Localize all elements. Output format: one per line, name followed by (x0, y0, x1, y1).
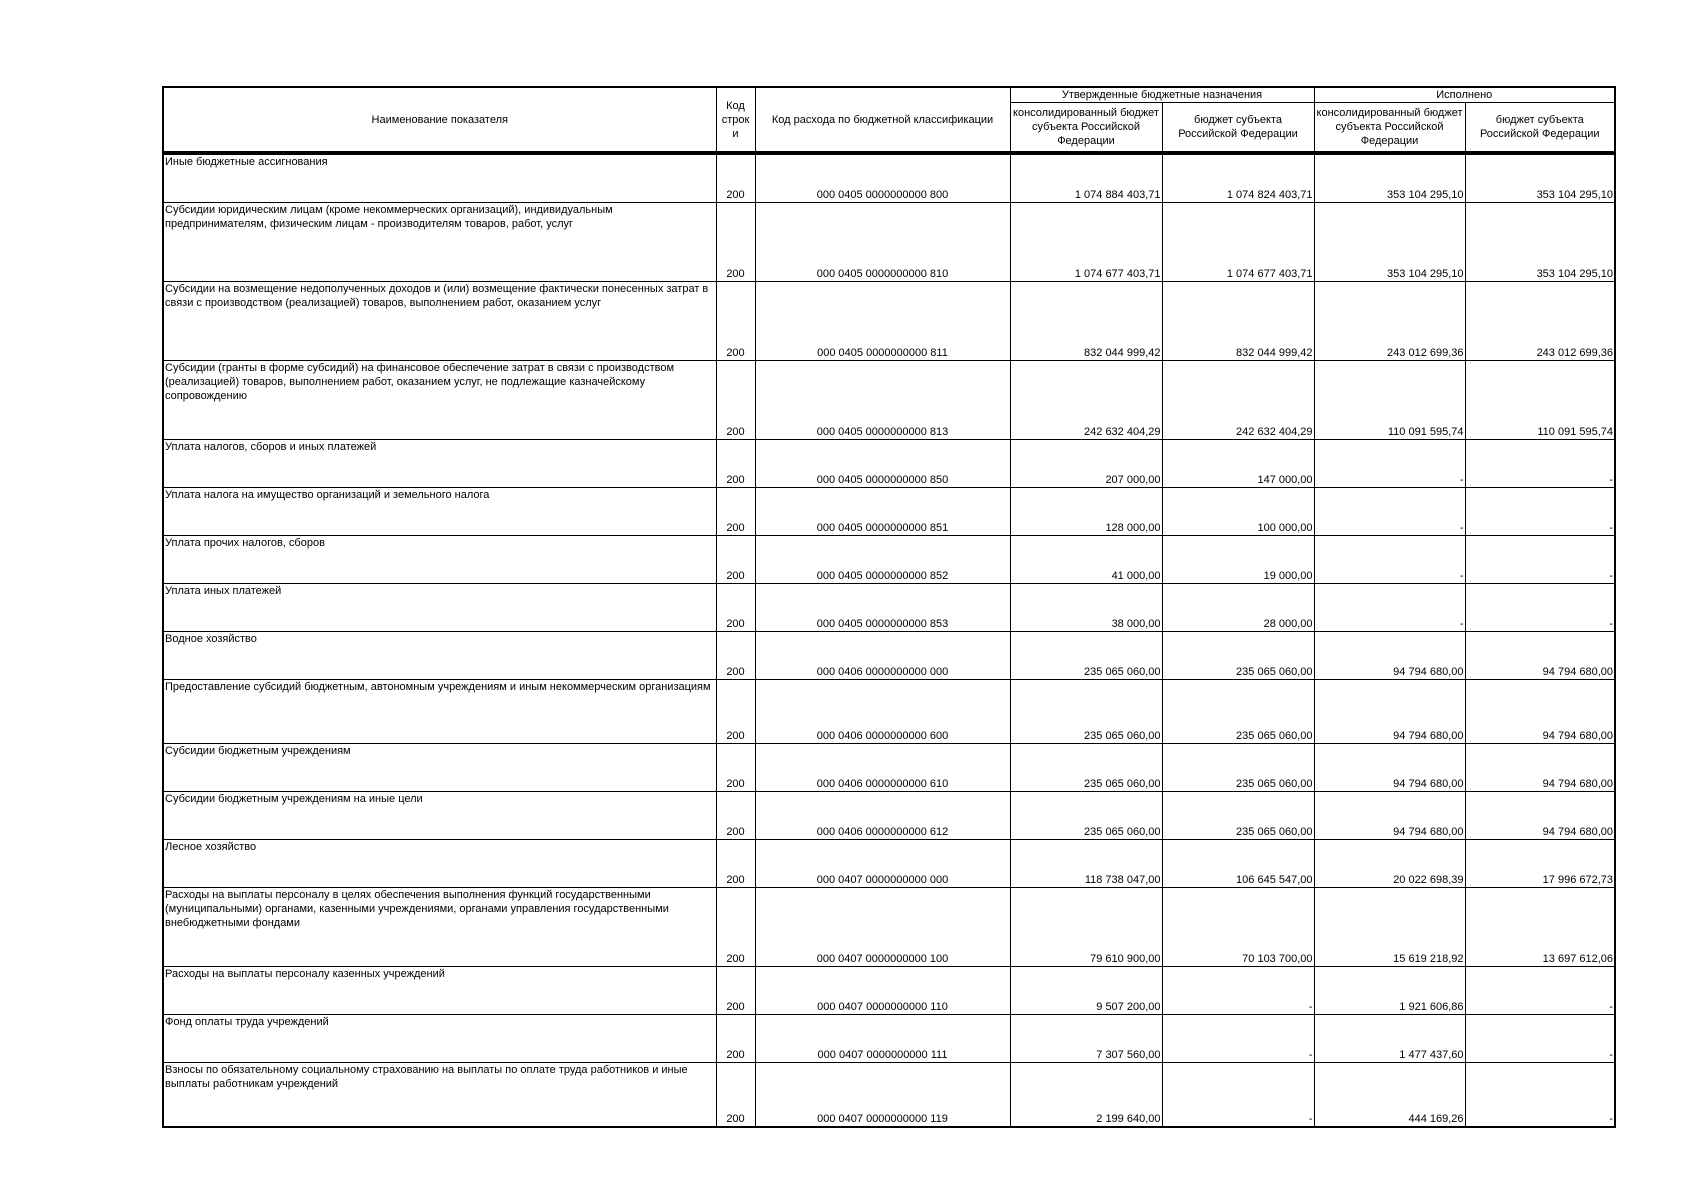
table-row (163, 1015, 1615, 1063)
table-row (163, 440, 1615, 488)
header-executed-subject: бюджет субъекта Российской Федерации (1465, 103, 1615, 153)
executed-consolidated-cell: - (1314, 584, 1465, 632)
name-cell: Фонд оплаты труда учреждений (163, 1015, 716, 1063)
table-row (163, 744, 1615, 792)
approved-subject-cell: 235 065 060,00 (1162, 632, 1314, 680)
table-row (163, 203, 1615, 282)
classification-code-cell: 000 0405 0000000000 800 (755, 155, 1010, 203)
approved-consolidated-cell: 235 065 060,00 (1010, 680, 1162, 744)
header-row-top (163, 87, 1615, 103)
executed-consolidated-cell: 243 012 699,36 (1314, 282, 1465, 361)
executed-subject-cell: 110 091 595,74 (1465, 361, 1615, 440)
row-code-cell: 200 (716, 440, 755, 488)
executed-consolidated-cell: 20 022 698,39 (1314, 840, 1465, 888)
classification-code-cell: 000 0406 0000000000 610 (755, 744, 1010, 792)
table-row (163, 792, 1615, 840)
executed-consolidated-cell: - (1314, 440, 1465, 488)
approved-subject-cell: 235 065 060,00 (1162, 792, 1314, 840)
executed-subject-cell: 94 794 680,00 (1465, 632, 1615, 680)
table-row (163, 632, 1615, 680)
executed-consolidated-cell: 444 169,26 (1314, 1063, 1465, 1127)
row-code-cell: 200 (716, 632, 755, 680)
classification-code-cell: 000 0407 0000000000 000 (755, 840, 1010, 888)
approved-subject-cell: 832 044 999,42 (1162, 282, 1314, 361)
header-code: Код строк и (716, 87, 755, 153)
table-row (163, 361, 1615, 440)
executed-consolidated-cell: - (1314, 488, 1465, 536)
table-row (163, 282, 1615, 361)
approved-subject-cell: 70 103 700,00 (1162, 888, 1314, 967)
executed-subject-cell: - (1465, 584, 1615, 632)
executed-consolidated-cell: 353 104 295,10 (1314, 155, 1465, 203)
approved-subject-cell: - (1162, 1063, 1314, 1127)
row-code-cell: 200 (716, 888, 755, 967)
table-row (163, 967, 1615, 1015)
name-cell: Лесное хозяйство (163, 840, 716, 888)
header-executed-group: Исполнено (1314, 87, 1615, 103)
executed-consolidated-cell: - (1314, 536, 1465, 584)
executed-consolidated-cell: 1 477 437,60 (1314, 1015, 1465, 1063)
classification-code-cell: 000 0407 0000000000 100 (755, 888, 1010, 967)
approved-subject-cell: 235 065 060,00 (1162, 744, 1314, 792)
classification-code-cell: 000 0407 0000000000 110 (755, 967, 1010, 1015)
approved-consolidated-cell: 41 000,00 (1010, 536, 1162, 584)
name-cell: Водное хозяйство (163, 632, 716, 680)
classification-code-cell: 000 0406 0000000000 612 (755, 792, 1010, 840)
executed-subject-cell: - (1465, 1015, 1615, 1063)
name-cell: Уплата прочих налогов, сборов (163, 536, 716, 584)
classification-code-cell: 000 0405 0000000000 851 (755, 488, 1010, 536)
approved-subject-cell: 28 000,00 (1162, 584, 1314, 632)
row-code-cell: 200 (716, 744, 755, 792)
executed-consolidated-cell: 94 794 680,00 (1314, 792, 1465, 840)
header-name: Наименование показателя (163, 87, 716, 153)
table-body (163, 153, 1615, 1127)
classification-code-cell: 000 0405 0000000000 811 (755, 282, 1010, 361)
budget-execution-table (162, 86, 1616, 1128)
table-row (163, 536, 1615, 584)
table-row (163, 888, 1615, 967)
executed-subject-cell: 94 794 680,00 (1465, 744, 1615, 792)
name-cell: Субсидии бюджетным учреждениям на иные цели (163, 792, 716, 840)
row-code-cell: 200 (716, 1063, 755, 1127)
approved-subject-cell: 1 074 824 403,71 (1162, 155, 1314, 203)
executed-subject-cell: 17 996 672,73 (1465, 840, 1615, 888)
name-cell: Субсидии бюджетным учреждениям (163, 744, 716, 792)
approved-consolidated-cell: 7 307 560,00 (1010, 1015, 1162, 1063)
executed-subject-cell: 13 697 612,06 (1465, 888, 1615, 967)
row-code-cell: 200 (716, 680, 755, 744)
table-row (163, 840, 1615, 888)
approved-consolidated-cell: 242 632 404,29 (1010, 361, 1162, 440)
header-approved-group: Утвержденные бюджетные назначения (1010, 87, 1314, 103)
name-cell: Субсидии (гранты в форме субсидий) на финансовое обеспечение затрат в связи с производством (реализацией) товаров, выполнением работ, оказанием услуг, не подлежащие казначейскому сопровождению (163, 361, 716, 440)
name-cell: Взносы по обязательному социальному страхованию на выплаты по оплате труда работников и иные выплаты работникам учреждений (163, 1063, 716, 1127)
table-row (163, 155, 1615, 203)
approved-subject-cell: 19 000,00 (1162, 536, 1314, 584)
executed-subject-cell: 353 104 295,10 (1465, 203, 1615, 282)
approved-subject-cell: - (1162, 1015, 1314, 1063)
row-code-cell: 200 (716, 282, 755, 361)
approved-subject-cell: 235 065 060,00 (1162, 680, 1314, 744)
name-cell: Уплата налогов, сборов и иных платежей (163, 440, 716, 488)
approved-consolidated-cell: 207 000,00 (1010, 440, 1162, 488)
approved-consolidated-cell: 832 044 999,42 (1010, 282, 1162, 361)
approved-consolidated-cell: 2 199 640,00 (1010, 1063, 1162, 1127)
executed-subject-cell: - (1465, 488, 1615, 536)
name-cell: Предоставление субсидий бюджетным, автономным учреждениям и иным некоммерческим организациям (163, 680, 716, 744)
name-cell: Субсидии юридическим лицам (кроме некоммерческих организаций), индивидуальным предпринимателям, физическим лицам - производителям товаров, работ, услуг (163, 203, 716, 282)
classification-code-cell: 000 0405 0000000000 852 (755, 536, 1010, 584)
table-row (163, 1063, 1615, 1127)
classification-code-cell: 000 0407 0000000000 111 (755, 1015, 1010, 1063)
executed-subject-cell: 94 794 680,00 (1465, 680, 1615, 744)
executed-subject-cell: 353 104 295,10 (1465, 155, 1615, 203)
row-code-cell: 200 (716, 840, 755, 888)
classification-code-cell: 000 0405 0000000000 853 (755, 584, 1010, 632)
executed-consolidated-cell: 94 794 680,00 (1314, 680, 1465, 744)
header-executed-consolidated: консолидированный бюджет субъекта Российской Федерации (1314, 103, 1465, 153)
row-code-cell: 200 (716, 488, 755, 536)
executed-consolidated-cell: 94 794 680,00 (1314, 744, 1465, 792)
classification-code-cell: 000 0407 0000000000 119 (755, 1063, 1010, 1127)
row-code-cell: 200 (716, 155, 755, 203)
row-code-cell: 200 (716, 536, 755, 584)
approved-subject-cell: 242 632 404,29 (1162, 361, 1314, 440)
name-cell: Уплата налога на имущество организаций и земельного налога (163, 488, 716, 536)
approved-subject-cell: 1 074 677 403,71 (1162, 203, 1314, 282)
table-row (163, 488, 1615, 536)
classification-code-cell: 000 0405 0000000000 850 (755, 440, 1010, 488)
executed-consolidated-cell: 1 921 606,86 (1314, 967, 1465, 1015)
approved-subject-cell: 106 645 547,00 (1162, 840, 1314, 888)
approved-consolidated-cell: 9 507 200,00 (1010, 967, 1162, 1015)
name-cell: Субсидии на возмещение недополученных доходов и (или) возмещение фактически понесенных затрат в связи с производством (реализацией) товаров, выполнением работ, оказанием услуг (163, 282, 716, 361)
approved-subject-cell: - (1162, 967, 1314, 1015)
approved-subject-cell: 147 000,00 (1162, 440, 1314, 488)
row-code-cell: 200 (716, 584, 755, 632)
classification-code-cell: 000 0406 0000000000 600 (755, 680, 1010, 744)
classification-code-cell: 000 0405 0000000000 813 (755, 361, 1010, 440)
executed-consolidated-cell: 110 091 595,74 (1314, 361, 1465, 440)
classification-code-cell: 000 0405 0000000000 810 (755, 203, 1010, 282)
executed-subject-cell: - (1465, 1063, 1615, 1127)
executed-consolidated-cell: 94 794 680,00 (1314, 632, 1465, 680)
row-code-cell: 200 (716, 203, 755, 282)
header-approved-consolidated: консолидированный бюджет субъекта Российской Федерации (1010, 103, 1162, 153)
row-code-cell: 200 (716, 361, 755, 440)
name-cell: Уплата иных платежей (163, 584, 716, 632)
approved-consolidated-cell: 79 610 900,00 (1010, 888, 1162, 967)
executed-consolidated-cell: 353 104 295,10 (1314, 203, 1465, 282)
row-code-cell: 200 (716, 792, 755, 840)
approved-consolidated-cell: 128 000,00 (1010, 488, 1162, 536)
executed-subject-cell: 94 794 680,00 (1465, 792, 1615, 840)
approved-consolidated-cell: 38 000,00 (1010, 584, 1162, 632)
approved-consolidated-cell: 118 738 047,00 (1010, 840, 1162, 888)
row-code-cell: 200 (716, 967, 755, 1015)
table-row (163, 584, 1615, 632)
approved-consolidated-cell: 1 074 884 403,71 (1010, 155, 1162, 203)
name-cell: Расходы на выплаты персоналу в целях обеспечения выполнения функций государственными (муниципальными) органами, казенными учреждениями, органами управления государственными внебюджетными фондами (163, 888, 716, 967)
name-cell: Расходы на выплаты персоналу казенных учреждений (163, 967, 716, 1015)
row-code-cell: 200 (716, 1015, 755, 1063)
approved-consolidated-cell: 235 065 060,00 (1010, 744, 1162, 792)
table-row (163, 680, 1615, 744)
executed-subject-cell: - (1465, 967, 1615, 1015)
executed-subject-cell: - (1465, 440, 1615, 488)
approved-subject-cell: 100 000,00 (1162, 488, 1314, 536)
header-classification: Код расхода по бюджетной классификации (755, 87, 1010, 153)
header-approved-subject: бюджет субъекта Российской Федерации (1162, 103, 1314, 153)
approved-consolidated-cell: 235 065 060,00 (1010, 632, 1162, 680)
approved-consolidated-cell: 235 065 060,00 (1010, 792, 1162, 840)
executed-consolidated-cell: 15 619 218,92 (1314, 888, 1465, 967)
executed-subject-cell: - (1465, 536, 1615, 584)
classification-code-cell: 000 0406 0000000000 000 (755, 632, 1010, 680)
executed-subject-cell: 243 012 699,36 (1465, 282, 1615, 361)
name-cell: Иные бюджетные ассигнования (163, 155, 716, 203)
approved-consolidated-cell: 1 074 677 403,71 (1010, 203, 1162, 282)
